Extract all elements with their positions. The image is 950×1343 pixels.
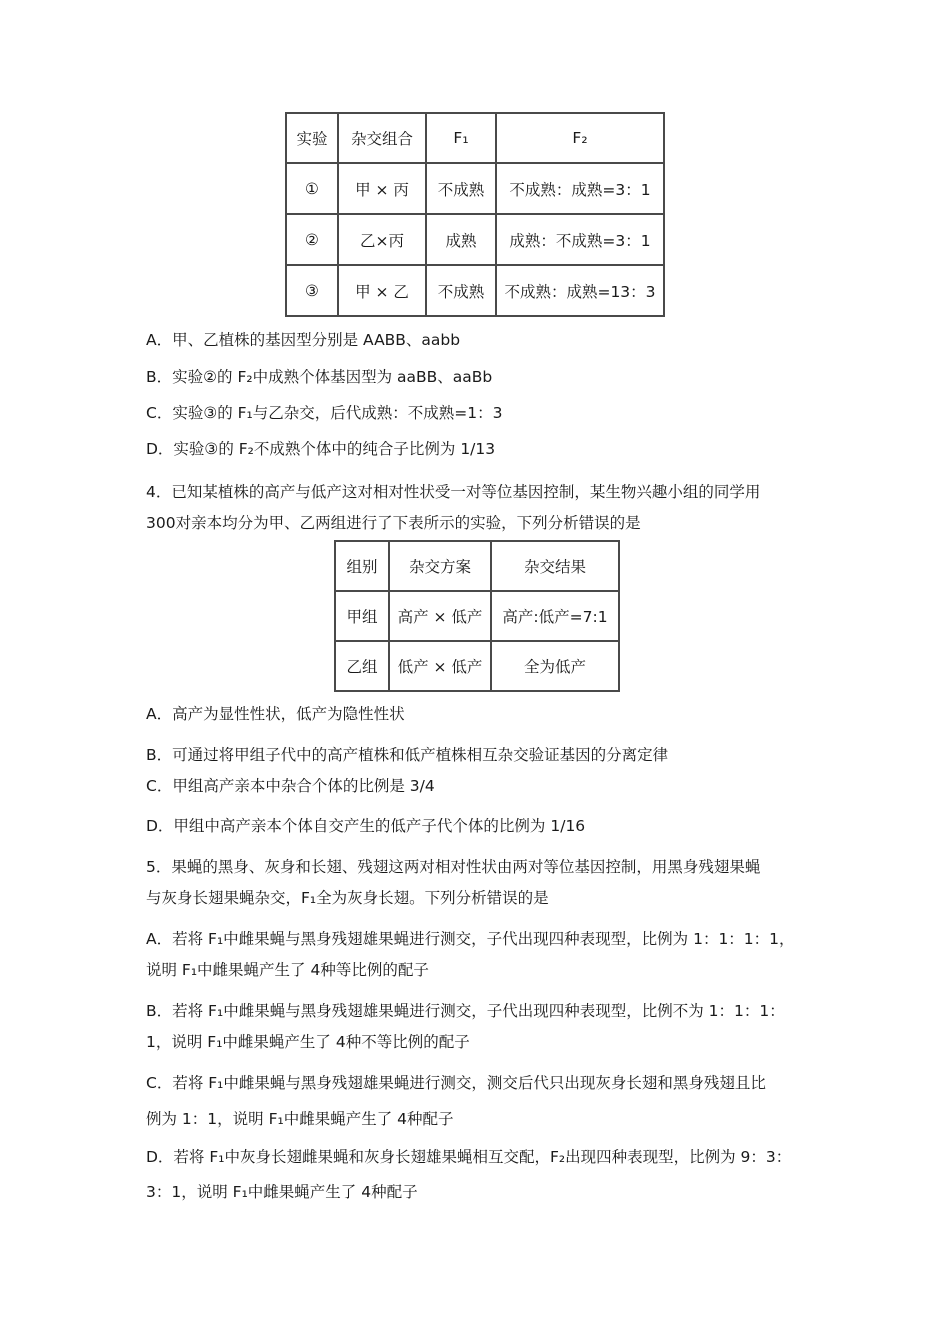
table-row: [335, 641, 619, 691]
table-header-row: [335, 541, 619, 591]
q4-stem-line2: 300对亲本均分为甲、乙两组进行了下表所示的实验，下列分析错误的是: [146, 514, 641, 532]
table-cell: 低产 × 低产: [389, 641, 491, 691]
table-header-cell: 杂交方案: [389, 541, 491, 591]
table-cell: 甲组: [335, 591, 389, 641]
q3-option-a: A．甲、乙植株的基因型分别是 AABB、aabb: [146, 331, 461, 349]
q3-option-d: D．实验③的 F₂不成熟个体中的纯合子比例为 1/13: [146, 440, 496, 458]
table-cell: 成熟：不成熟=3：1: [496, 214, 664, 265]
q4-option-c: C．甲组高产亲本中杂合个体的比例是 3/4: [146, 777, 435, 795]
table-row: [286, 214, 664, 265]
table-cell: 乙×丙: [338, 214, 426, 265]
q3-option-b: B．实验②的 F₂中成熟个体基因型为 aaBB、aaBb: [146, 368, 493, 386]
q5-option-a-line2: 说明 F₁中雌果蝇产生了 4种等比例的配子: [146, 961, 429, 979]
q5-option-b-line2: 1，说明 F₁中雌果蝇产生了 4种不等比例的配子: [146, 1033, 470, 1051]
q4-stem-line1: 4．已知某植株的高产与低产这对相对性状受一对等位基因控制，某生物兴趣小组的同学用: [146, 483, 761, 501]
table-cell: 不成熟：成熟=3：1: [496, 163, 664, 214]
table-header-row: [286, 113, 664, 163]
experiment-table: [285, 112, 665, 317]
table-header-cell: 杂交组合: [338, 113, 426, 163]
table-header-cell: 组别: [335, 541, 389, 591]
table-cell: 高产:低产=7:1: [491, 591, 619, 641]
table-cell: 全为低产: [491, 641, 619, 691]
q4-option-a: A．高产为显性性状，低产为隐性性状: [146, 705, 405, 723]
table-cell: 高产 × 低产: [389, 591, 491, 641]
table-cell: 不成熟: [426, 163, 496, 214]
table-header-cell: 实验: [286, 113, 338, 163]
table-cell: 不成熟：成熟=13：3: [496, 265, 664, 316]
yield-table: [334, 540, 620, 692]
q5-stem-line1: 5．果蝇的黑身、灰身和长翅、残翅这两对相对性状由两对等位基因控制，用黑身残翅果蝇: [146, 858, 761, 876]
q5-option-a-line1: A．若将 F₁中雌果蝇与黑身残翅雄果蝇进行测交，子代出现四种表现型，比例为 1：1：1：1，: [146, 930, 795, 948]
table-cell: 甲 × 乙: [338, 265, 426, 316]
table-row: [335, 591, 619, 641]
table-row: [286, 163, 664, 214]
q5-option-b-line1: B．若将 F₁中雌果蝇与黑身残翅雄果蝇进行测交，子代出现四种表现型，比例不为 1：1：1：: [146, 1002, 785, 1020]
table-header-cell: F₁: [426, 113, 496, 163]
q5-stem-line2: 与灰身长翅果蝇杂交，F₁全为灰身长翅。下列分析错误的是: [146, 889, 549, 907]
q4-option-b: B．可通过将甲组子代中的高产植株和低产植株相互杂交验证基因的分离定律: [146, 746, 669, 764]
q4-option-d: D．甲组中高产亲本个体自交产生的低产子代个体的比例为 1/16: [146, 817, 586, 835]
q5-option-d-line2: 3：1，说明 F₁中雌果蝇产生了 4种配子: [146, 1183, 418, 1201]
table-row: [286, 265, 664, 316]
table-cell: ②: [286, 214, 338, 265]
table-cell: ③: [286, 265, 338, 316]
table-cell: 甲 × 丙: [338, 163, 426, 214]
q5-option-d-line1: D．若将 F₁中灰身长翅雌果蝇和灰身长翅雄果蝇相互交配，F₂出现四种表现型，比例为 9：3：: [146, 1148, 792, 1166]
q5-option-c-line1: C．若将 F₁中雌果蝇与黑身残翅雄果蝇进行测交，测交后代只出现灰身长翅和黑身残翅且比: [146, 1074, 766, 1092]
q3-option-c: C．实验③的 F₁与乙杂交，后代成熟：不成熟=1：3: [146, 404, 503, 422]
table-cell: ①: [286, 163, 338, 214]
table-header-cell: 杂交结果: [491, 541, 619, 591]
table-header-cell: F₂: [496, 113, 664, 163]
table-cell: 乙组: [335, 641, 389, 691]
q5-option-c-line2: 例为 1：1，说明 F₁中雌果蝇产生了 4种配子: [146, 1110, 454, 1128]
table-cell: 成熟: [426, 214, 496, 265]
table-cell: 不成熟: [426, 265, 496, 316]
